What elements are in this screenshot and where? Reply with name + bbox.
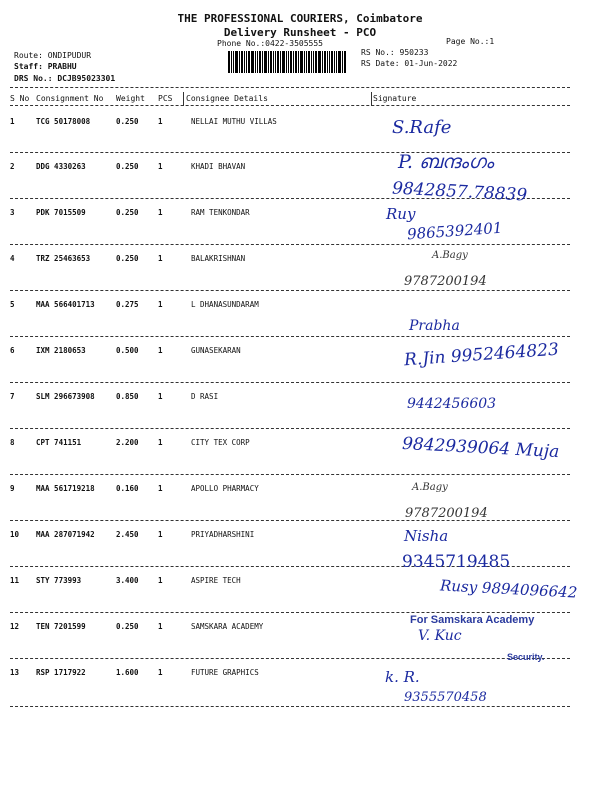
row-pcs: 1 [158,484,163,493]
row-consignee: APOLLO PHARMACY [191,484,259,493]
page-number: Page No.:1 [446,37,495,46]
handwritten-signature: S.Rafe [392,117,452,138]
row-sno: 3 [10,208,15,217]
barcode-bar [241,51,243,73]
handwritten-signature: P. ബന്ദംഗം [398,151,494,173]
barcode-bar [286,51,287,73]
row-sno: 8 [10,438,15,447]
barcode-bar [275,51,276,73]
row-divider [10,336,570,337]
table-row [10,622,570,668]
row-consignee: GUNASEKARAN [191,346,241,355]
barcode-bar [311,51,312,73]
row-pcs: 1 [158,438,163,447]
barcode-bar [313,51,314,73]
barcode-bar [331,51,333,73]
col-separator [371,92,372,106]
col-signature: Signature [373,94,417,103]
row-weight: 0.250 [116,162,139,171]
row-divider [10,612,570,613]
barcode-bar [298,51,299,73]
row-sno: 6 [10,346,15,355]
row-weight: 0.250 [116,117,139,126]
col-sno: S No [10,94,30,103]
barcode-bar [334,51,335,73]
row-divider [10,706,570,707]
barcode-bar [338,51,341,73]
barcode-bar [231,51,232,73]
barcode-bar [264,51,267,73]
row-pcs: 1 [158,208,163,217]
row-consignment: DDG 4330263 [36,162,86,171]
row-pcs: 1 [158,576,163,585]
handwritten-signature: Nisha [404,527,449,545]
barcode-bar [277,51,279,73]
barcode-bar [288,51,289,73]
divider [10,87,570,88]
row-pcs: 1 [158,254,163,263]
barcode-bar [280,51,281,73]
barcode-bar [290,51,292,73]
stamp-security: Security. [507,652,545,662]
row-weight: 0.275 [116,300,139,309]
staff-label: Staff: PRABHU [14,62,77,71]
barcode-bar [329,51,330,73]
row-sno: 1 [10,117,15,126]
divider [10,105,570,106]
company-title: THE PROFESSIONAL COURIERS, Coimbatore [177,12,423,25]
row-divider [10,244,570,245]
row-pcs: 1 [158,117,163,126]
stamp-signature: V. Kuc [418,628,462,644]
barcode-bar [259,51,261,73]
row-consignment: MAA 287071942 [36,530,95,539]
table-row [10,300,570,346]
row-consignee: PRIYADHARSHINI [191,530,255,539]
row-sno: 10 [10,530,20,539]
barcode-bar [308,51,310,73]
barcode-bar [248,51,250,73]
phone-number: Phone No.:0422-3505555 [217,39,323,48]
row-sno: 5 [10,300,15,309]
handwritten-phone: 9787200194 [405,506,488,521]
barcode-bar [318,51,321,73]
barcode-bar [268,51,269,73]
handwritten-signature: Ruy [386,205,416,223]
col-consignment: Consignment No [36,94,104,103]
row-weight: 0.250 [116,254,139,263]
barcode-bar [282,51,285,73]
barcode-bar [262,51,263,73]
barcode-bar [228,51,230,73]
barcode-bar [273,51,274,73]
handwritten-signature: Rusy 9894096642 [439,576,578,602]
row-consignment: CPT 741151 [36,438,82,447]
barcode-bar [293,51,294,73]
sheet-title: Delivery Runsheet - PCO [223,26,377,39]
barcode-bar [344,51,346,73]
col-consignee: Consignee Details [186,94,268,103]
row-consignee: KHADI BHAVAN [191,162,246,171]
row-consignee: NELLAI MUTHU VILLAS [191,117,277,126]
handwritten-phone: 9355570458 [404,690,487,705]
row-sno: 2 [10,162,15,171]
barcode-bar [300,51,303,73]
barcode-bar [327,51,328,73]
row-pcs: 1 [158,346,163,355]
row-pcs: 1 [158,668,163,677]
handwritten-signature: k. R. [385,668,420,686]
barcode-bar [233,51,234,73]
handwritten-signature: R.Jin 9952464823 [403,339,560,371]
handwritten-phone: 9787200194 [404,274,487,289]
row-weight: 2.450 [116,530,139,539]
barcode-bar [257,51,258,73]
row-consignee: CITY TEX CORP [191,438,250,447]
barcode-bar [306,51,307,73]
row-consignment: SLM 296673908 [36,392,95,401]
row-weight: 2.200 [116,438,139,447]
barcode-bar [304,51,305,73]
row-consignee: FUTURE GRAPHICS [191,668,259,677]
row-sno: 13 [10,668,20,677]
row-pcs: 1 [158,392,163,401]
row-pcs: 1 [158,622,163,631]
barcode-bar [255,51,256,73]
row-weight: 0.250 [116,208,139,217]
drs-number: DRS No.: DCJB95023301 [14,74,116,83]
barcode-bar [295,51,297,73]
row-consignment: IXM 2180653 [36,346,86,355]
col-separator [183,92,184,106]
col-weight: Weight [116,94,145,103]
row-consignment: TCG 50178008 [36,117,91,126]
barcode-bar [270,51,272,73]
handwritten-signature: A.Bagy [412,482,448,493]
barcode-bar [322,51,323,73]
company-stamp: For Samskara Academy [410,614,535,626]
row-consignee: BALAKRISHNAN [191,254,246,263]
barcode-bar [251,51,254,73]
row-sno: 9 [10,484,15,493]
row-consignee: SAMSKARA ACADEMY [191,622,264,631]
row-consignee: L DHANASUNDARAM [191,300,259,309]
row-sno: 12 [10,622,20,631]
handwritten-phone: 9842857.78839 [391,178,528,206]
row-consignee: ASPIRE TECH [191,576,241,585]
row-consignment: STY 773993 [36,576,82,585]
row-divider [10,290,570,291]
row-consignment: TEN 7201599 [36,622,86,631]
row-sno: 4 [10,254,15,263]
handwritten-phone: 9865392401 [406,218,503,244]
row-weight: 0.500 [116,346,139,355]
handwritten-signature: A.Bagy [432,250,468,261]
row-divider [10,474,570,475]
row-consignment: RSP 1717922 [36,668,86,677]
barcode [228,51,356,73]
rs-date: RS Date: 01-Jun-2022 [361,59,458,68]
barcode-bar [315,51,317,73]
row-weight: 0.850 [116,392,139,401]
row-consignee: RAM TENKONDAR [191,208,250,217]
row-consignment: MAA 566401713 [36,300,95,309]
row-divider [10,382,570,383]
barcode-bar [244,51,245,73]
barcode-bar [239,51,240,73]
barcode-bar [336,51,337,73]
rs-number: RS No.: 950233 [361,48,429,57]
row-consignee: D RASI [191,392,219,401]
row-sno: 11 [10,576,20,585]
row-consignment: TRZ 25463653 [36,254,91,263]
route-label: Route: ONDIPUDUR [14,51,92,60]
barcode-bar [324,51,326,73]
row-pcs: 1 [158,300,163,309]
row-weight: 1.600 [116,668,139,677]
row-consignment: MAA 561719218 [36,484,95,493]
handwritten-phone: 9442456603 [407,396,497,412]
row-consignment: PDK 7015509 [36,208,86,217]
row-pcs: 1 [158,162,163,171]
row-sno: 7 [10,392,15,401]
col-pcs: PCS [158,94,173,103]
barcode-bar [235,51,238,73]
row-weight: 0.250 [116,622,139,631]
row-divider [10,658,570,659]
row-divider [10,428,570,429]
handwritten-phone: 9345719485 [402,552,511,572]
row-weight: 3.400 [116,576,139,585]
handwritten-signature: Prabha [409,318,460,334]
barcode-bar [246,51,247,73]
handwritten-signature: 9842939064 Muja [401,433,560,463]
row-pcs: 1 [158,530,163,539]
row-weight: 0.160 [116,484,139,493]
barcode-bar [342,51,343,73]
